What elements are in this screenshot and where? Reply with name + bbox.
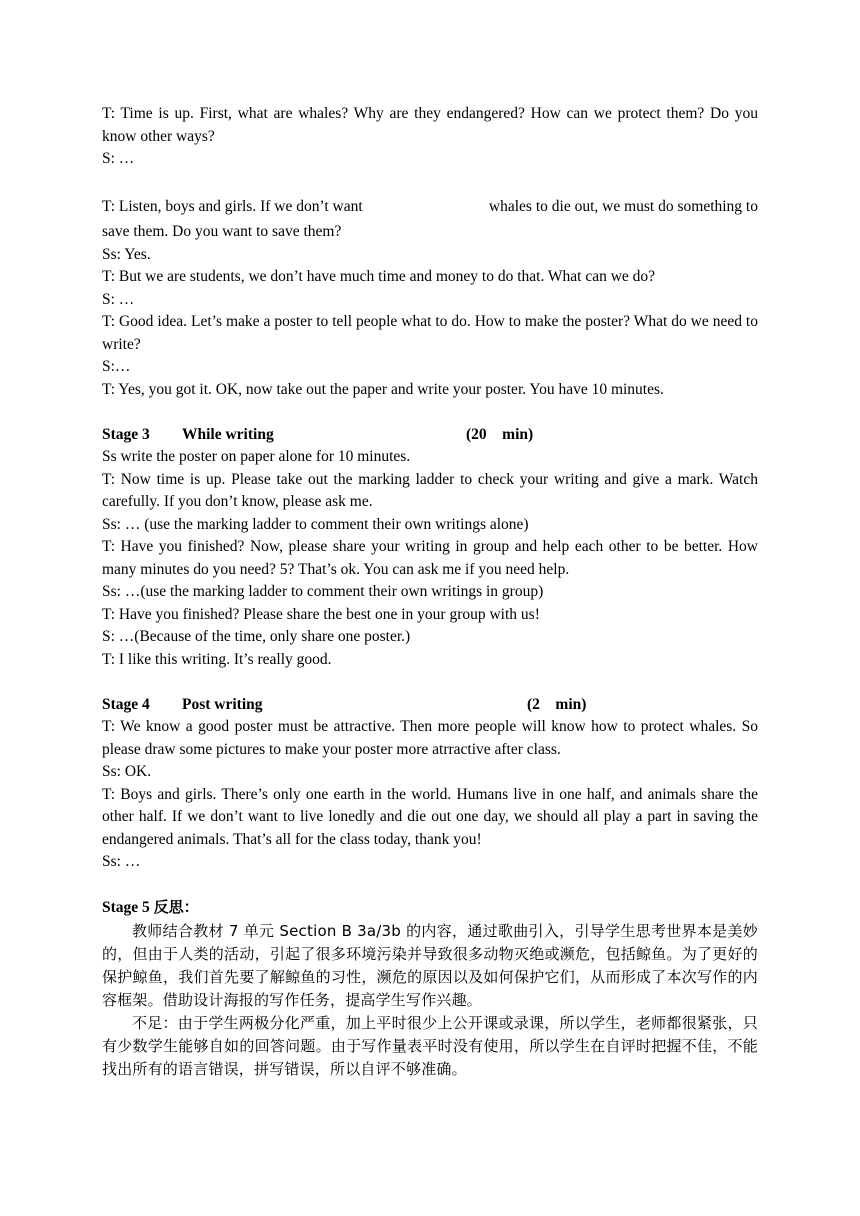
dialogue-line: T: We know a good poster must be attractive. Then more people will know how to protect whales. So please draw some pictures to make your poster more atrractive after class. [102, 718, 758, 758]
stage-title: 反思： [153, 898, 199, 916]
dialogue-line-part: whales to die out, we must do something to [488, 198, 758, 215]
dialogue-line: S: … [102, 150, 135, 167]
spacer [102, 171, 758, 194]
stage-name: Post writing [182, 695, 263, 713]
dialogue-line: Ss: … [102, 853, 141, 870]
dialogue-line-part: T: Listen, boys and girls. If we don’t want [102, 198, 363, 215]
dialogue-line: T: Have you finished? Please share the best one in your group with us! [102, 605, 540, 623]
dialogue-line: T: Time is up. First, what are whales? Why are they endangered? How can we protect them? Do you know other ways? [102, 105, 758, 145]
dialogue-line: Ss: …(use the marking ladder to comment their own writings in group) [102, 583, 544, 600]
reflection-paragraph: 不足：由于学生两极分化严重，加上平时很少上公开课或录课，所以学生，老师都很紧张，只有少数学生能够自如的回答问题。由于写作量表平时没有使用，所以学生在自评时把握不佳，不能找出所有的语言错误，拼写错误，所以自评不够准确。 [102, 1013, 758, 1078]
spacer [102, 874, 758, 897]
reflection-paragraph: 教师结合教材 7 单元 Section B 3a/3b 的内容，通过歌曲引入，引导学生思考世界本是美妙的，但由于人类的活动，引起了很多环境污染并导致很多动物灭绝或濒危，包括鲸鱼。为了更好的保护鲸鱼，我们首先要了解鲸鱼的习性，濒危的原因以及如何保护它们，从而形成了本次写作的内容框架。借助设计海报的写作任务，提高学生写作兴趣。 [102, 921, 758, 1009]
dialogue-line: T: Boys and girls. There’s only one earth in the world. Humans live in one half, and animals share the other half. If we don’t want to live lonedly and die out one day, we should all play a part in saving the endangered animals. That’s all for the class today, thank you! [102, 785, 758, 848]
stage-3-heading [102, 424, 758, 447]
stage-time: (2 min) [527, 695, 587, 713]
dialogue-line: S:… [102, 358, 131, 375]
dialogue-line: T: I like this writing. It’s really good. [102, 650, 332, 668]
dialogue-line: T: Yes, you got it. OK, now take out the paper and write your poster. You have 10 minutes. [102, 380, 664, 398]
dialogue-line: T: Now time is up. Please take out the marking ladder to check your writing and give a mark. Watch carefully. If you don’t know, please ask me. [102, 470, 758, 510]
dialogue-line: T: Have you finished? Now, please share your writing in group and help each other to be better. How many minutes do you need? 5? That’s ok. You can ask me if you need help. [102, 538, 758, 578]
dialogue-line: S: … [102, 290, 135, 308]
dialogue-line: save them. Do you want to save them? [102, 223, 342, 240]
stage-label: Stage 5 [102, 899, 150, 916]
stage-name: While writing [182, 425, 274, 443]
stage-4-heading [102, 694, 758, 717]
document-page [102, 103, 758, 1081]
dialogue-line: Ss: Yes. [102, 245, 151, 263]
spacer [102, 401, 758, 424]
dialogue-line: T: Good idea. Let’s make a poster to tell people what to do. How to make the poster? What do we need to write? [102, 313, 758, 353]
stage-time: (20 min) [466, 425, 534, 443]
spacer [102, 671, 758, 694]
dialogue-line: Ss: OK. [102, 763, 152, 780]
dialogue-line: T: But we are students, we don’t have much time and money to do that. What can we do? [102, 268, 656, 285]
stage-label: Stage 3 [102, 425, 150, 443]
dialogue-line: Ss: … (use the marking ladder to comment their own writings alone) [102, 515, 529, 533]
stage-5-heading [102, 896, 758, 920]
stage-label: Stage 4 [102, 695, 150, 713]
dialogue-line: S: …(Because of the time, only share one poster.) [102, 628, 411, 645]
dialogue-line [102, 193, 758, 221]
dialogue-line: Ss write the poster on paper alone for 10 minutes. [102, 448, 411, 465]
